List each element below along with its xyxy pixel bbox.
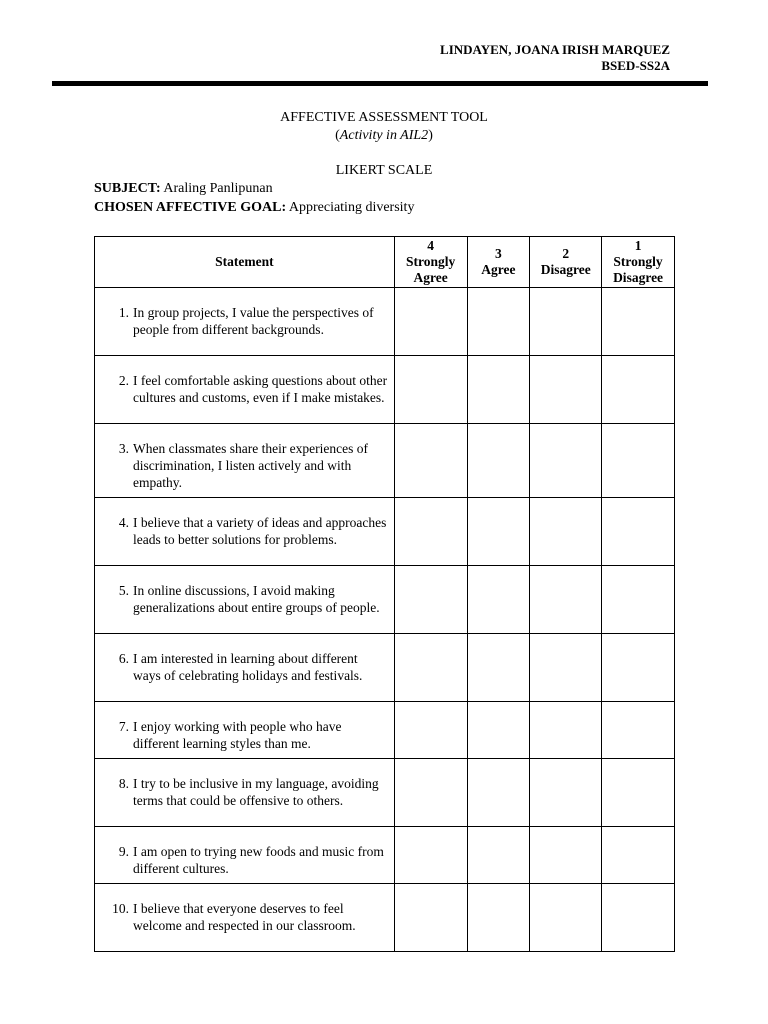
statement-cell (95, 498, 395, 566)
statement-text: In online discussions, I avoid making generalizations about entire groups of people. (133, 583, 380, 615)
rating-cell-1[interactable] (602, 356, 675, 424)
scale-title: LIKERT SCALE (335, 163, 433, 178)
statement-cell (95, 759, 395, 827)
rating-cell-4[interactable] (394, 884, 467, 952)
statement-cell (95, 634, 395, 702)
rating-cell-2[interactable] (530, 759, 602, 827)
likert-table (94, 236, 675, 952)
subject-line (94, 181, 273, 197)
statement-number: 10. (112, 901, 129, 916)
rating-cell-2[interactable] (530, 566, 602, 634)
table-row (95, 702, 675, 759)
activity-name: Activity in AIL2 (339, 128, 429, 143)
rating-cell-4[interactable] (394, 288, 467, 356)
statement-text: I try to be inclusive in my language, avoiding terms that could be offensive to others. (133, 776, 379, 808)
statement-number: 1. (118, 305, 129, 320)
rating-cell-1[interactable] (602, 827, 675, 884)
statement-number: 2. (118, 373, 129, 388)
table-row (95, 356, 675, 424)
rating-cell-1[interactable] (602, 759, 675, 827)
scale-header-4: 4 Strongly Agree (394, 237, 467, 288)
statement-cell (95, 884, 395, 952)
rating-cell-2[interactable] (530, 827, 602, 884)
table-row (95, 288, 675, 356)
rating-cell-1[interactable] (602, 424, 675, 498)
rating-cell-4[interactable] (394, 634, 467, 702)
student-name: LINDAYEN, JOANA IRISH MARQUEZ (440, 42, 670, 57)
rating-cell-2[interactable] (530, 702, 602, 759)
statement-number: 5. (118, 583, 129, 598)
table-row (95, 884, 675, 952)
statement-number: 9. (118, 844, 129, 859)
statement-text: I believe that everyone deserves to feel welcome and respected in our classroom. (133, 901, 356, 933)
header-rule (52, 81, 708, 86)
rating-cell-4[interactable] (394, 759, 467, 827)
rating-cell-3[interactable] (467, 827, 530, 884)
rating-cell-2[interactable] (530, 634, 602, 702)
statement-text: When classmates share their experiences of discrimination, I listen actively and with empathy. (133, 441, 369, 490)
statement-number: 7. (118, 719, 129, 734)
rating-cell-1[interactable] (602, 702, 675, 759)
rating-cell-4[interactable] (394, 702, 467, 759)
rating-cell-2[interactable] (530, 356, 602, 424)
rating-cell-3[interactable] (467, 884, 530, 952)
statement-cell (95, 356, 395, 424)
document-subtitle: (Activity in AIL2) (335, 128, 433, 143)
rating-cell-2[interactable] (530, 288, 602, 356)
rating-cell-3[interactable] (467, 424, 530, 498)
subject-label: SUBJECT: (94, 181, 161, 196)
rating-cell-1[interactable] (602, 884, 675, 952)
rating-cell-4[interactable] (394, 827, 467, 884)
rating-cell-2[interactable] (530, 498, 602, 566)
scale-header-1: 1 Strongly Disagree (602, 237, 675, 288)
table-row (95, 498, 675, 566)
statement-text: I feel comfortable asking questions about other cultures and customs, even if I make mistakes. (133, 373, 388, 405)
rating-cell-3[interactable] (467, 498, 530, 566)
rating-cell-4[interactable] (394, 356, 467, 424)
rating-cell-4[interactable] (394, 566, 467, 634)
statement-text: I am open to trying new foods and music from different cultures. (133, 844, 384, 876)
document-title: AFFECTIVE ASSESSMENT TOOL (280, 110, 488, 125)
statement-number: 3. (118, 441, 129, 456)
rating-cell-1[interactable] (602, 288, 675, 356)
statement-number: 8. (118, 776, 129, 791)
rating-cell-1[interactable] (602, 498, 675, 566)
rating-cell-3[interactable] (467, 702, 530, 759)
statement-cell (95, 424, 395, 498)
table-row (95, 634, 675, 702)
table-row (95, 566, 675, 634)
statement-cell (95, 566, 395, 634)
rating-cell-4[interactable] (394, 498, 467, 566)
statement-number: 4. (118, 515, 129, 530)
scale-header-2: 2 Disagree (530, 237, 602, 288)
rating-cell-2[interactable] (530, 424, 602, 498)
table-row (95, 827, 675, 884)
rating-cell-1[interactable] (602, 634, 675, 702)
student-section: BSED-SS2A (601, 58, 670, 73)
statement-header: Statement (95, 237, 395, 288)
student-header (440, 42, 670, 74)
rating-cell-3[interactable] (467, 288, 530, 356)
statement-text: I am interested in learning about different ways of celebrating holidays and festivals. (133, 651, 363, 683)
statement-cell (95, 827, 395, 884)
goal-label: CHOSEN AFFECTIVE GOAL: (94, 200, 287, 215)
goal-line (94, 200, 414, 216)
table-row (95, 424, 675, 498)
rating-cell-1[interactable] (602, 566, 675, 634)
scale-header-3: 3 Agree (467, 237, 530, 288)
rating-cell-3[interactable] (467, 566, 530, 634)
rating-cell-4[interactable] (394, 424, 467, 498)
statement-text: In group projects, I value the perspectives of people from different backgrounds. (133, 305, 374, 337)
statement-text: I believe that a variety of ideas and approaches leads to better solutions for problems. (133, 515, 387, 547)
statement-cell (95, 702, 395, 759)
subject-value: Araling Panlipunan (160, 181, 273, 196)
statement-number: 6. (118, 651, 129, 666)
goal-value: Appreciating diversity (286, 200, 415, 215)
rating-cell-3[interactable] (467, 759, 530, 827)
rating-cell-3[interactable] (467, 634, 530, 702)
statement-cell (95, 288, 395, 356)
rating-cell-3[interactable] (467, 356, 530, 424)
rating-cell-2[interactable] (530, 884, 602, 952)
table-header-row (95, 237, 675, 288)
table-row (95, 759, 675, 827)
statement-text: I enjoy working with people who have different learning styles than me. (133, 719, 342, 751)
